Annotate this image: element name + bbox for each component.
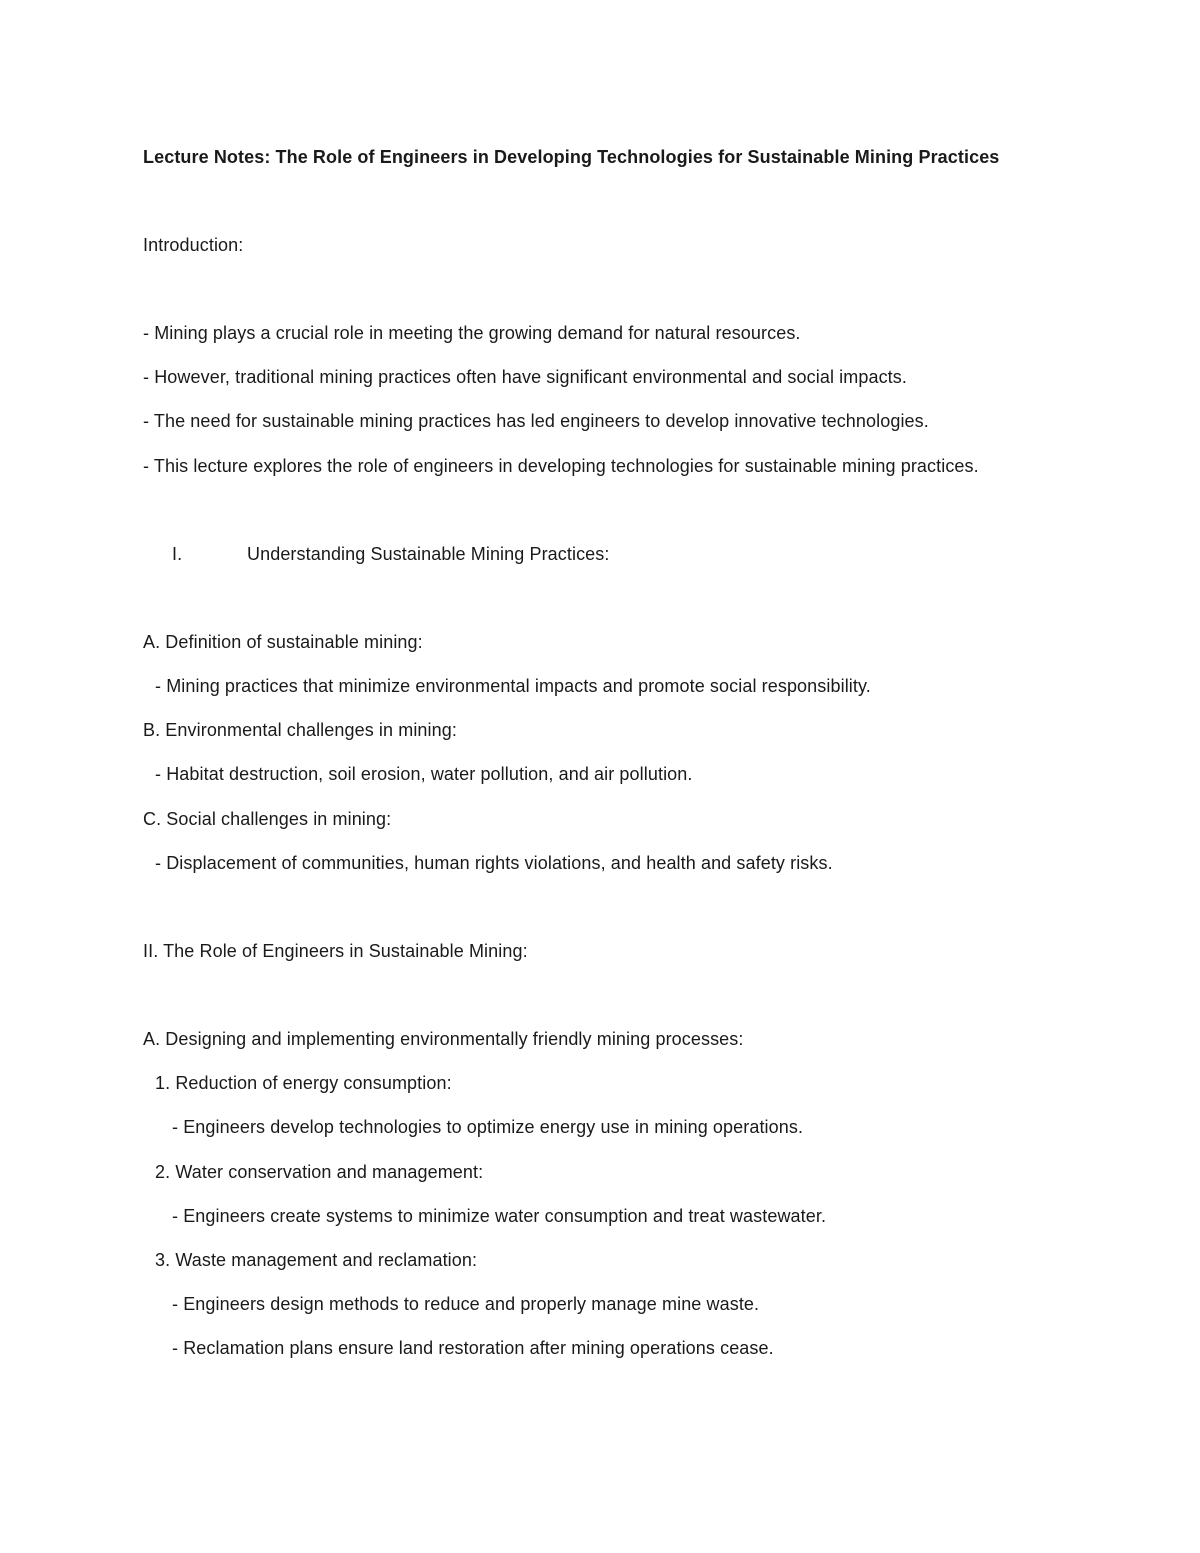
section-1-numeral: I.: [172, 544, 183, 564]
section-1-c-detail: - Displacement of communities, human rights violations, and health and safety risks.: [155, 853, 833, 873]
section-2-item-2: 2. Water conservation and management:: [155, 1162, 484, 1182]
section-2-item-1-detail: - Engineers develop technologies to optimize energy use in mining operations.: [172, 1117, 804, 1137]
intro-bullet-4: - This lecture explores the role of engineers in developing technologies for sustainable mining practices.: [143, 456, 979, 476]
section-2-item-3-detail-2: - Reclamation plans ensure land restoration after mining operations cease.: [172, 1338, 774, 1358]
section-2-item-3: 3. Waste management and reclamation:: [155, 1250, 478, 1270]
intro-bullet-3: - The need for sustainable mining practices has led engineers to develop innovative technologies.: [143, 411, 929, 431]
section-1-a-detail: - Mining practices that minimize environmental impacts and promote social responsibility.: [155, 676, 871, 696]
section-1-b-heading: B. Environmental challenges in mining:: [143, 720, 457, 740]
intro-bullet-2: - However, traditional mining practices often have significant environmental and social impacts.: [143, 367, 907, 387]
introduction-heading: Introduction:: [143, 235, 244, 255]
section-2-heading: II. The Role of Engineers in Sustainable Mining:: [143, 941, 528, 961]
intro-bullet-1: - Mining plays a crucial role in meeting the growing demand for natural resources.: [143, 323, 801, 343]
section-2-item-1: 1. Reduction of energy consumption:: [155, 1073, 452, 1093]
section-2-item-2-detail: - Engineers create systems to minimize water consumption and treat wastewater.: [172, 1206, 827, 1226]
section-2-a-heading: A. Designing and implementing environmentally friendly mining processes:: [143, 1029, 744, 1049]
document-title: Lecture Notes: The Role of Engineers in Developing Technologies for Sustainable Mining Practices: [143, 147, 1000, 167]
section-1-a-heading: A. Definition of sustainable mining:: [143, 632, 423, 652]
section-1-b-detail: - Habitat destruction, soil erosion, water pollution, and air pollution.: [155, 764, 693, 784]
section-2-item-3-detail-1: - Engineers design methods to reduce and properly manage mine waste.: [172, 1294, 760, 1314]
section-1-c-heading: C. Social challenges in mining:: [143, 809, 392, 829]
section-1-heading: Understanding Sustainable Mining Practices:: [247, 544, 610, 564]
